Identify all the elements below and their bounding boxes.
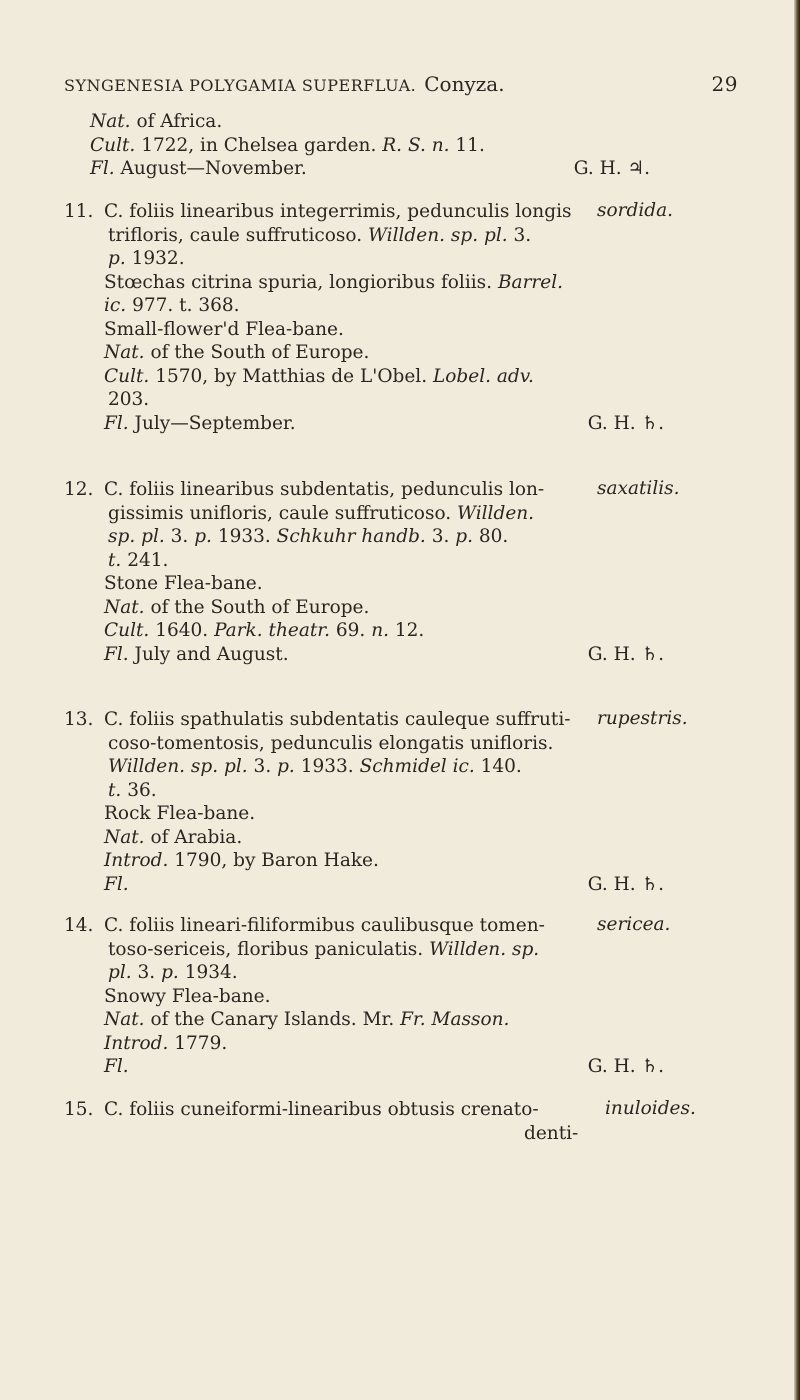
common-name: Stone Flea-bane. <box>104 573 263 594</box>
entry-number: 14. <box>64 915 94 936</box>
entry-12: 12. C. foliis linearibus subdentatis, pedunculis lon- gissimis unifloris, caule suffruticoso. Willden. sp. pl. 3. p. 1933. Schkuhr handb. 3. p. 80. t. 241. Stone Flea-bane. Nat. of the South of Europe. Cult. 1640. Park. theatr. 69. n. 12. Fl. July and August. G. H. ♄. <box>64 478 734 666</box>
common-name: Rock Flea-bane. <box>104 803 256 824</box>
entry-14: 14. C. foliis lineari-filiformibus caulibusque tomen- toso-sericeis, floribus paniculatis. Willden. sp. pl. 3. p. 1934. Snowy Flea-bane. Nat. of the Canary Islands. Mr. Fr. Masson. Introd. 1779. Fl. G. H. ♄. <box>64 914 734 1079</box>
species-name-sericea: sericea. <box>597 914 671 935</box>
intro-block: Nat. of Africa. Cult. 1722, in Chelsea garden. R. S. n. 11. Fl. August—November. G. H. ♃. <box>90 111 650 179</box>
page-edge-shadow <box>794 0 800 1400</box>
species-name-rupestris: rupestris. <box>597 708 688 729</box>
common-name: Snowy Flea-bane. <box>104 985 271 1007</box>
entry-number: 13. <box>64 709 94 730</box>
species-name-sordida: sordida. <box>597 200 673 221</box>
running-header <box>64 72 738 96</box>
entry-15: 15. C. foliis cuneiformi-linearibus obtusis crenato- denti- <box>64 1099 579 1144</box>
entry-number: 15. <box>64 1099 94 1120</box>
species-name-inuloides: inuloides. <box>605 1098 696 1119</box>
entry-number: 11. <box>64 201 94 222</box>
entry-13: 13. C. foliis spathulatis subdentatis cauleque suffruti- coso-tomentosis, pedunculis elongatis unifloris. Willden. sp. pl. 3. p. 1933. Schmidel ic. 140. t. 36. Rock Flea-bane. Nat. of Arabia. Introd. 1790, by Baron Hake. Fl. G. H. ♄. <box>64 708 734 896</box>
entry-number: 12. <box>64 479 94 500</box>
common-name: Small-flower'd Flea-bane. <box>104 318 344 340</box>
page-number: 29 <box>711 72 738 96</box>
species-name-saxatilis: saxatilis. <box>597 478 680 499</box>
running-title: SYNGENESIA POLYGAMIA SUPERFLUA. Conyza. <box>64 72 505 96</box>
genus-name: Conyza. <box>424 72 505 96</box>
entry-11: 11. C. foliis linearibus integerrimis, pedunculis longis trifloris, caule suffruticoso. Willden. sp. pl. 3. p. 1932. Stœchas citrina spuria, longioribus foliis. Barrel. ic. 977. t. 368. Small-flower'd Flea-bane. Nat. of the South of Europe. Cult. 1570, by Matthias de L'Obel. Lobel. adv. 203. Fl. July—September. G. H. ♄. <box>64 200 734 435</box>
